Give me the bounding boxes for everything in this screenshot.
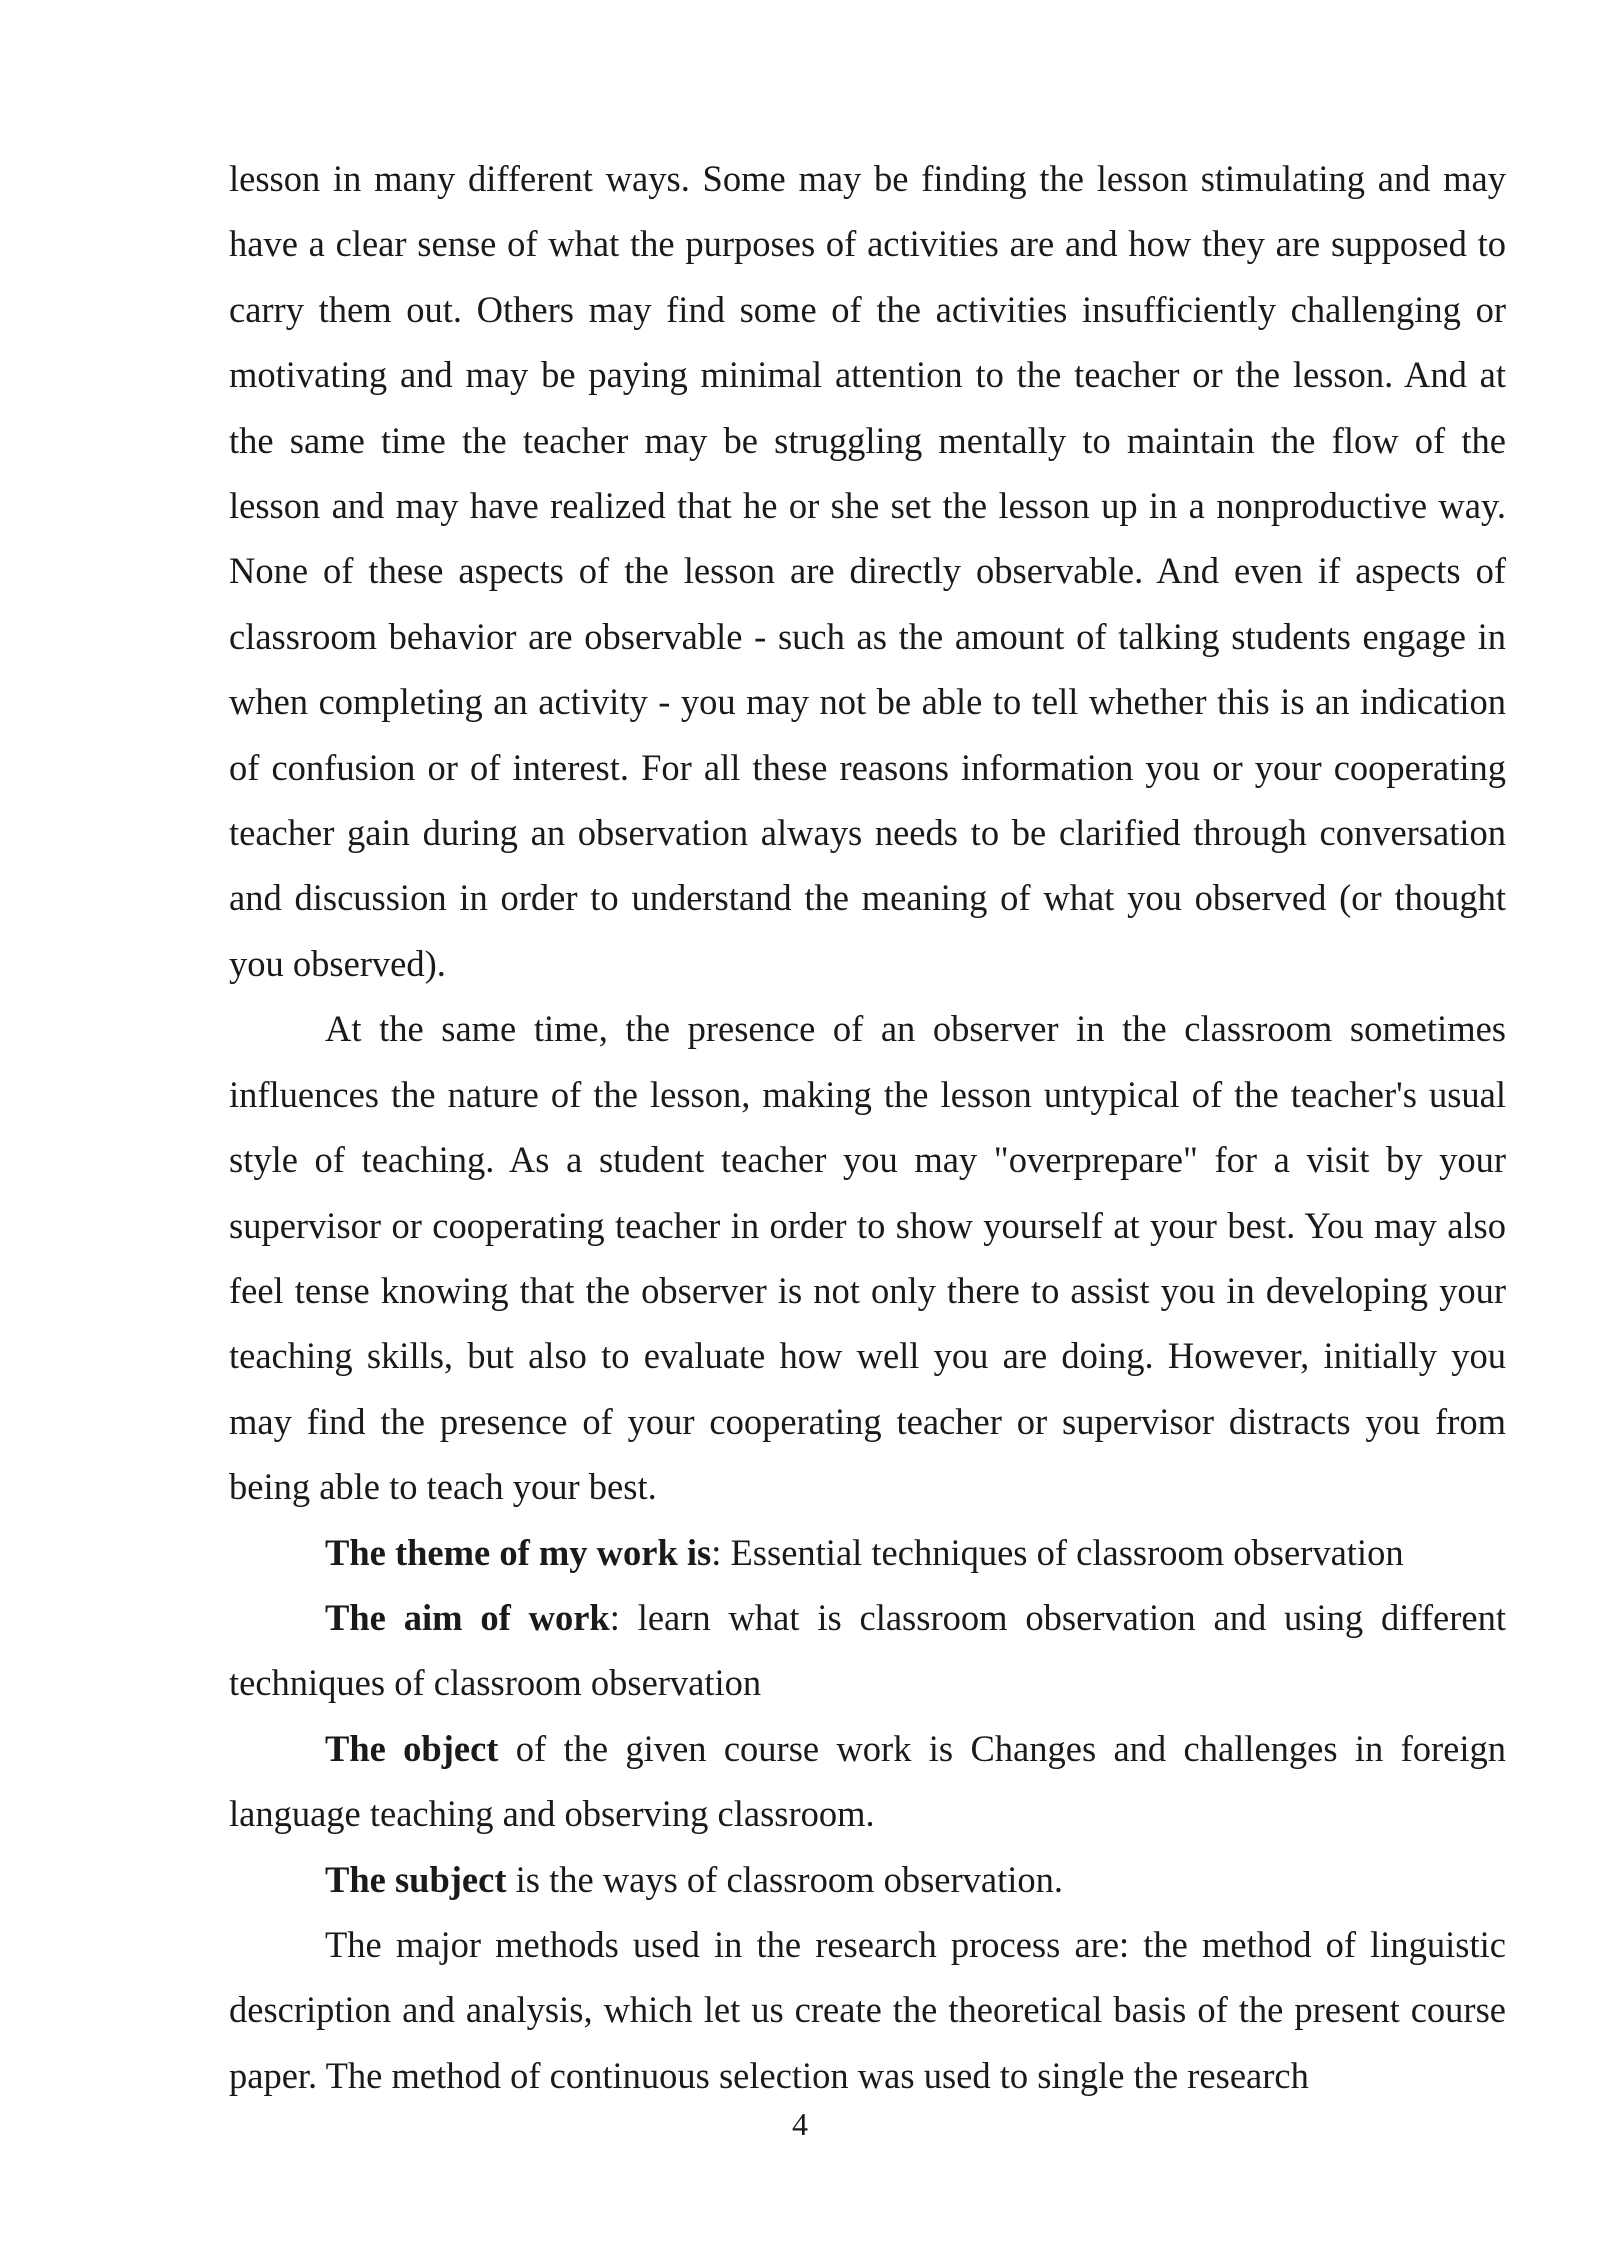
subject-label: The subject bbox=[325, 1858, 507, 1900]
theme-label: The theme of my work is bbox=[325, 1531, 712, 1573]
paragraph-theme bbox=[229, 1520, 1506, 1585]
object-label: The object bbox=[325, 1727, 499, 1769]
paragraph-methods: The major methods used in the research process are: the method of linguistic description and analysis, which let us create the theoretical basis of the present course paper. The method of continuous selection was used to single the research bbox=[229, 1923, 1506, 2096]
paragraph-observation-limits: lesson in many different ways. Some may be finding the lesson stimulating and may have a clear sense of what the purposes of activities are and how they are supposed to carry them out. Others may find some of the activities insufficiently challenging or motivating and may be paying minimal attention to the teacher or the lesson. And at the same time the teacher may be struggling mentally to maintain the flow of the lesson and may have realized that he or she set the lesson up in a nonproductive way. None of these aspects of the lesson are directly observable. And even if aspects of classroom behavior are observable - such as the amount of talking students engage in when completing an activity - you may not be able to tell whether this is an indication of confusion or of interest. For all these reasons information you or your cooperating teacher gain during an observation always needs to be clarified through conversation and discussion in order to understand the meaning of what you observed (or thought you observed). bbox=[229, 158, 1506, 984]
page-number: 4 bbox=[792, 2106, 808, 2142]
object-text: of the given course work is Changes and challenges in foreign language teaching and observing classroom. bbox=[229, 1727, 1506, 1835]
subject-text: is the ways of classroom observation. bbox=[506, 1858, 1064, 1900]
aim-text: : learn what is classroom observation and using different techniques of classroom observation bbox=[229, 1596, 1506, 1704]
paragraph-observer-presence: At the same time, the presence of an observer in the classroom sometimes influences the nature of the lesson, making the lesson untypical of the teacher's usual style of teaching. As a student teacher you may "overprepare" for a visit by your supervisor or cooperating teacher in order to show yourself at your best. You may also feel tense knowing that the observer is not only there to assist you in developing your teaching skills, but also to evaluate how well you are doing. However, initially you may find the presence of your cooperating teacher or supervisor distracts you from being able to teach your best. bbox=[229, 1008, 1506, 1508]
paragraph-aim bbox=[229, 1585, 1506, 1716]
paragraph-subject bbox=[229, 1847, 1506, 1912]
document-body bbox=[229, 146, 1506, 2108]
paragraph-object bbox=[229, 1716, 1506, 1847]
theme-text: : Essential techniques of classroom observation bbox=[711, 1531, 1404, 1573]
aim-label: The aim of work bbox=[325, 1596, 610, 1638]
